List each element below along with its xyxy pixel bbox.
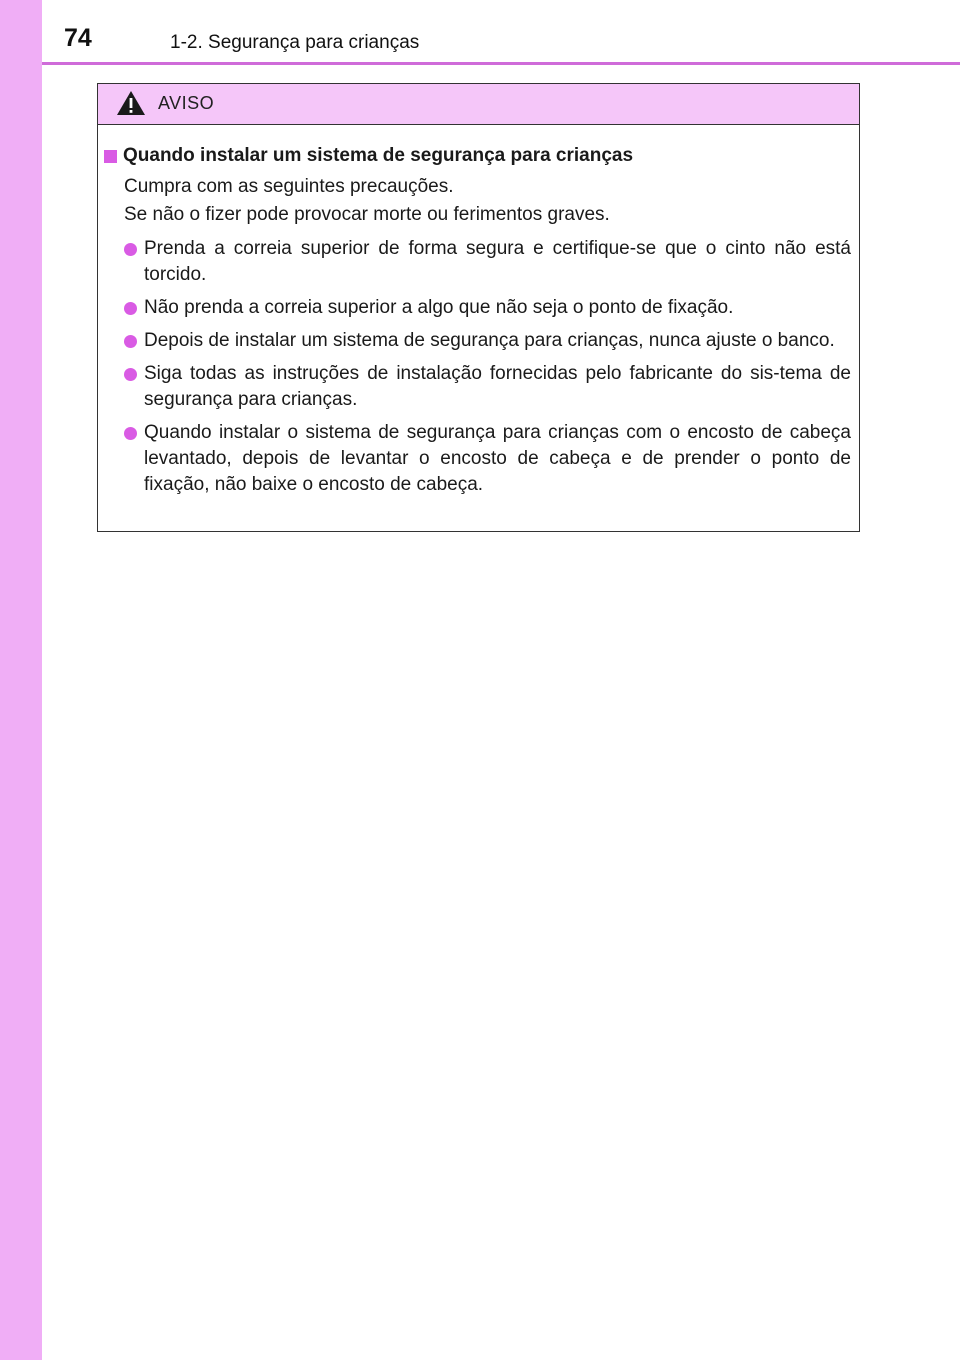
warning-item <box>104 328 851 354</box>
warning-item-text: Não prenda a correia superior a algo que não seja o ponto de fixação. <box>144 297 734 318</box>
warning-item <box>104 420 851 498</box>
warning-item <box>104 361 851 413</box>
page-number: 74 <box>64 24 92 52</box>
round-bullet-icon <box>124 243 137 256</box>
warning-intro <box>124 173 851 229</box>
intro-line: Cumpra com as seguintes precauções. <box>124 176 454 197</box>
round-bullet-icon <box>124 302 137 315</box>
side-color-strip <box>0 0 42 1360</box>
warning-item-text: Prenda a correia superior de forma segura e certifique-se que o cinto não está torcido. <box>144 238 851 285</box>
round-bullet-icon <box>124 335 137 348</box>
warning-triangle-icon <box>116 90 146 116</box>
header-rule <box>42 62 960 65</box>
round-bullet-icon <box>124 368 137 381</box>
warning-heading <box>104 143 851 169</box>
square-bullet-icon <box>104 150 117 163</box>
warning-header <box>98 84 859 125</box>
warning-item <box>104 295 851 321</box>
round-bullet-icon <box>124 427 137 440</box>
warning-body <box>98 125 859 498</box>
warning-item <box>104 236 851 288</box>
intro-line: Se não o fizer pode provocar morte ou ferimentos graves. <box>124 204 610 225</box>
warning-box <box>97 83 860 532</box>
warning-label: AVISO <box>158 93 215 113</box>
section-title: 1-2. Segurança para crianças <box>170 32 420 53</box>
warning-heading-text: Quando instalar um sistema de segurança para crianças <box>123 145 634 166</box>
warning-item-text: Quando instalar o sistema de segurança para crianças com o encosto de cabeça levantado, depois de levantar o encosto de cabeça e de prender o ponto de fixação, não baixe o encosto de cabeça. <box>144 422 851 495</box>
warning-item-text: Depois de instalar um sistema de segurança para crianças, nunca ajuste o banco. <box>144 330 835 351</box>
warning-item-text: Siga todas as instruções de instalação fornecidas pelo fabricante do sis-tema de segurança para crianças. <box>144 363 851 410</box>
page-header <box>42 0 960 62</box>
